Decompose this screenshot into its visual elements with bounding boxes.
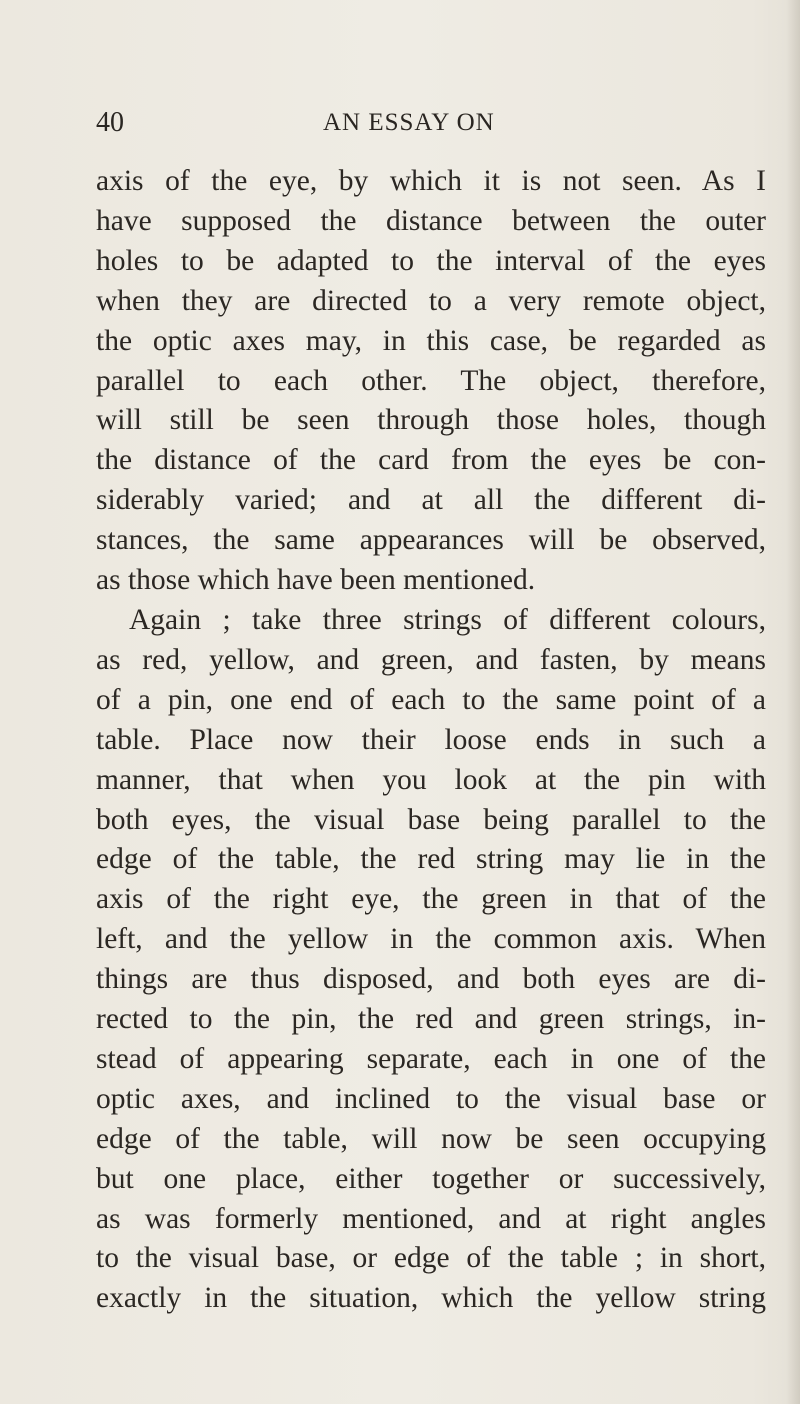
text-line: holes to be adapted to the interval of the eyes bbox=[96, 244, 766, 277]
text-line: exactly in the situation, which the yellow string bbox=[96, 1282, 766, 1315]
text-line: stead of appearing separate, each in one of the bbox=[96, 1042, 766, 1075]
text-line: optic axes, and inclined to the visual base or bbox=[96, 1082, 766, 1115]
page-header bbox=[0, 103, 800, 143]
text-line: as red, yellow, and green, and fasten, by means bbox=[96, 643, 766, 676]
text-line: parallel to each other. The object, therefore, bbox=[96, 364, 766, 397]
text-line: will still be seen through those holes, though bbox=[96, 404, 766, 437]
text-line: the distance of the card from the eyes be con- bbox=[96, 444, 766, 477]
page-edge-shadow bbox=[786, 0, 800, 1404]
text-line: edge of the table, will now be seen occupying bbox=[96, 1122, 766, 1155]
text-line: have supposed the distance between the outer bbox=[96, 204, 766, 237]
text-line: the optic axes may, in this case, be regarded as bbox=[96, 324, 766, 357]
text-line: things are thus disposed, and both eyes are di- bbox=[96, 963, 766, 996]
page-number: 40 bbox=[96, 107, 124, 138]
text-line: as those which have been mentioned. bbox=[96, 564, 536, 597]
text-line: stances, the same appearances will be observed, bbox=[96, 524, 766, 557]
body-text bbox=[96, 162, 766, 1319]
text-line: both eyes, the visual base being parallel to the bbox=[96, 803, 766, 836]
text-line: of a pin, one end of each to the same point of a bbox=[96, 683, 766, 716]
running-title: AN ESSAY ON bbox=[323, 109, 495, 136]
text-line: axis of the right eye, the green in that of the bbox=[96, 883, 766, 916]
text-line: Again ; take three strings of different colours, bbox=[129, 603, 766, 636]
text-line: axis of the eye, by which it is not seen. As I bbox=[96, 165, 766, 197]
text-line: table. Place now their loose ends in such a bbox=[96, 723, 766, 756]
text-line: siderably varied; and at all the different di- bbox=[96, 484, 766, 517]
text-line: left, and the yellow in the common axis. When bbox=[96, 923, 766, 956]
text-line: when they are directed to a very remote object, bbox=[96, 284, 766, 317]
text-line: but one place, either together or successively, bbox=[96, 1162, 766, 1195]
text-line: as was formerly mentioned, and at right angles bbox=[96, 1202, 766, 1235]
text-line: edge of the table, the red string may lie in the bbox=[96, 843, 766, 876]
text-line: rected to the pin, the red and green strings, in- bbox=[96, 1003, 766, 1036]
text-line: to the visual base, or edge of the table ; in short, bbox=[96, 1242, 766, 1275]
text-line: manner, that when you look at the pin with bbox=[96, 763, 766, 796]
